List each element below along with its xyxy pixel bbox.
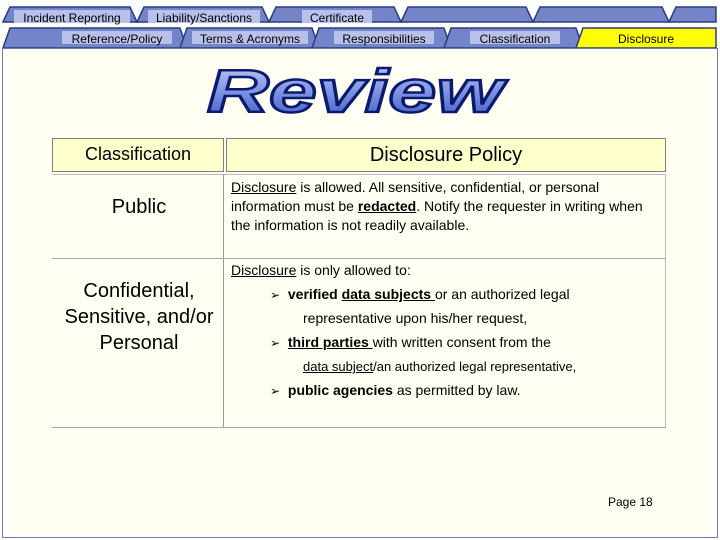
bullet-text: or an authorized legal	[434, 286, 570, 302]
disclosure-link[interactable]: Disclosure	[231, 179, 297, 195]
divider	[665, 174, 666, 428]
policy-intro	[231, 262, 411, 278]
page-number: Page 18	[608, 495, 653, 509]
arrow-bullet-icon: ➢	[270, 384, 281, 398]
disclosure-table	[52, 138, 666, 428]
header-classification: Classification	[84, 144, 192, 164]
data-subjects-link[interactable]: data subjects	[341, 286, 435, 302]
bullet-item	[270, 382, 521, 398]
divider	[52, 427, 666, 428]
divider	[52, 174, 666, 175]
bullet-bold: verified	[287, 286, 338, 302]
arrow-bullet-icon: ➢	[270, 288, 281, 302]
tab-responsibilities[interactable]: Responsibilities	[342, 32, 426, 46]
data-subject-link[interactable]: data subject	[303, 359, 374, 374]
classification-public: Public	[111, 196, 167, 218]
classification-confidential: Confidential, Sensitive, and/or Personal	[64, 280, 214, 354]
redacted-link[interactable]: redacted	[357, 198, 417, 214]
bullet-text: with written consent from the	[372, 334, 551, 350]
tab-disclosure[interactable]: Disclosure	[617, 32, 674, 46]
tab-bar	[0, 0, 720, 50]
bullet-continuation	[303, 359, 576, 374]
third-parties-link[interactable]: third parties	[287, 334, 373, 350]
disclosure-link[interactable]: Disclosure	[231, 262, 297, 278]
policy-text: . Notify the requester in writing when the information is not readily available.	[231, 198, 643, 233]
tab-incident-reporting[interactable]: Incident Reporting	[23, 11, 121, 25]
policy-text: is only allowed to:	[296, 262, 411, 278]
tab-reference-policy[interactable]: Reference/Policy	[71, 32, 163, 46]
bullet-text: /an authorized legal representative,	[373, 359, 577, 374]
tab-certificate[interactable]: Certificate	[309, 11, 365, 25]
policy-text: is allowed. All sensitive, confidential, or personal information must be	[231, 179, 600, 214]
arrow-bullet-icon: ➢	[270, 336, 281, 350]
header-disclosure-policy: Disclosure Policy	[369, 144, 523, 166]
review-banner	[200, 62, 510, 124]
tab-terms-acronyms[interactable]: Terms & Acronyms	[199, 32, 301, 46]
bullet-bold: public agencies	[287, 382, 393, 398]
column-divider	[223, 174, 224, 428]
bullet-continuation: representative upon his/her request,	[303, 310, 528, 326]
policy-public	[231, 178, 661, 235]
bullet-item	[270, 286, 570, 302]
bullet-item	[270, 334, 551, 350]
bullet-text: as permitted by law.	[392, 382, 521, 398]
tab-liability-sanctions[interactable]: Liability/Sanctions	[155, 11, 253, 25]
row-divider	[52, 258, 666, 259]
tab-classification[interactable]: Classification	[479, 32, 551, 46]
review-title: Review	[207, 62, 508, 124]
